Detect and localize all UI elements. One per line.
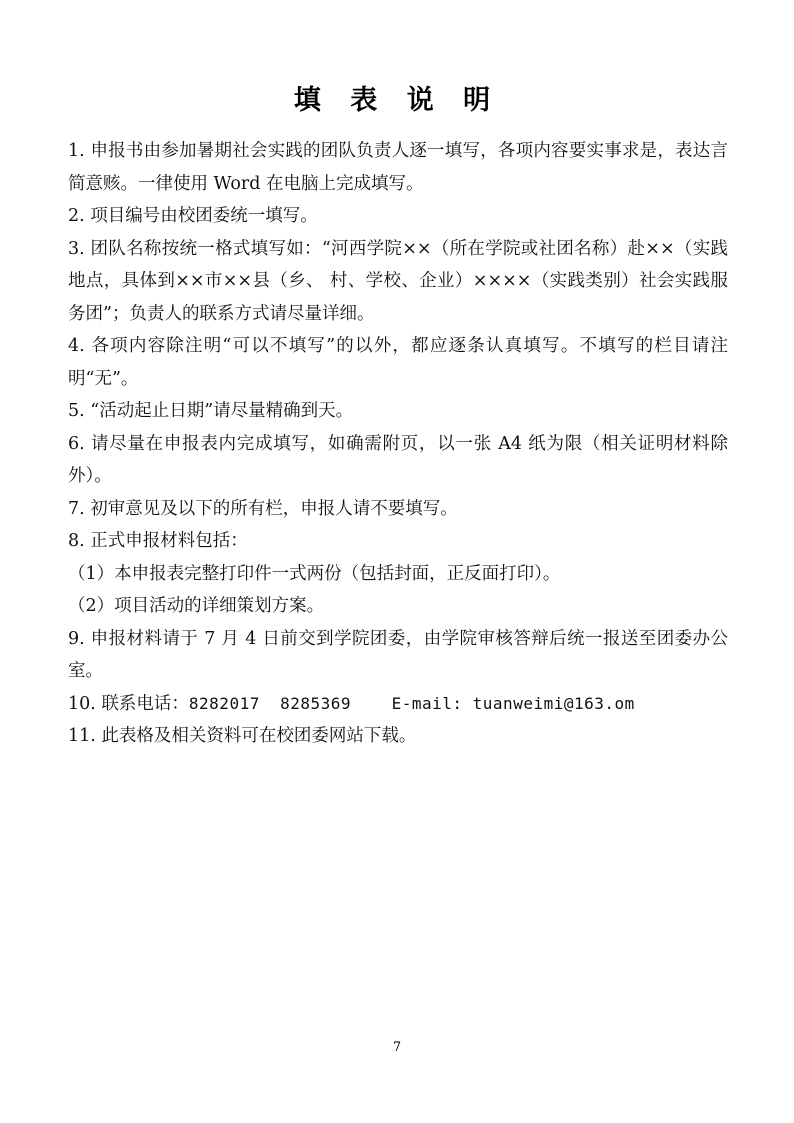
contact-phone-2: 8285369 — [280, 693, 352, 713]
instructions-body — [68, 135, 728, 753]
instruction-item: 8. 正式申报材料包括： — [68, 531, 248, 551]
email-address: tuanweimi@163.om — [472, 693, 635, 713]
instruction-item: 6. 请尽量在申报表内完成填写，如确需附页，以一张 A4 纸为限（相关证明材料除外）。 — [68, 433, 728, 486]
instruction-item: 9. 申报材料请于 7 月 4 日前交到学院团委，由学院审核答辩后统一报送至团委办公室。 — [68, 628, 728, 681]
instruction-sub-item: （1）本申报表完整打印件一式两份（包括封面，正反面打印）。 — [68, 563, 561, 584]
instruction-item: 3. 团队名称按统一格式填写如：“河西学院××（所在学院或社团名称）赴××（实践地点，具体到××市××县（乡、 村、学校、企业）××××（实践类别）社会实践服务团”；负责人的联系方式请尽量详细。 — [68, 238, 728, 324]
email-label: E-mail: — [391, 693, 463, 713]
instruction-item: 5. “活动起止日期”请尽量精确到天。 — [68, 401, 354, 421]
instruction-item: 1. 申报书由参加暑期社会实践的团队负责人逐一填写，各项内容要实事求是，表达言简意赅。一律使用 Word 在电脑上完成填写。 — [68, 141, 728, 194]
instruction-item: 11. 此表格及相关资料可在校团委网站下载。 — [68, 726, 417, 746]
instruction-sub-item: （2）项目活动的详细策划方案。 — [68, 596, 325, 616]
contact-label: 10. 联系电话： — [68, 693, 189, 714]
contact-phone-1: 8282017 — [188, 693, 260, 713]
instruction-item: 2. 项目编号由校团委统一填写。 — [68, 206, 318, 226]
page-number: 7 — [392, 1040, 402, 1055]
page-title: 填 表 说 明 — [293, 85, 501, 116]
instruction-item: 7. 初审意见及以下的所有栏，申报人请不要填写。 — [68, 498, 458, 519]
contact-line — [68, 688, 728, 721]
instruction-item: 4. 各项内容除注明“可以不填写”的以外，都应逐条认真填写。不填写的栏目请注明“无”。 — [68, 336, 728, 389]
